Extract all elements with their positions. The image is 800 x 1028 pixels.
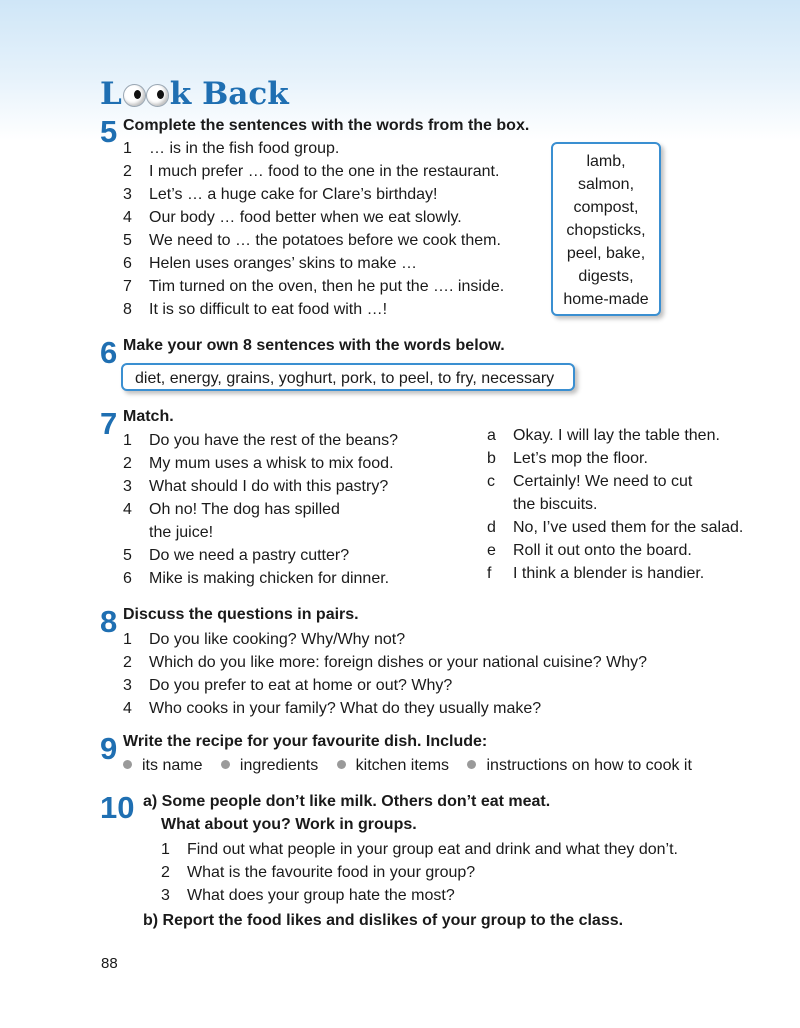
word-box-item: home-made <box>563 291 649 308</box>
exercise-number: 9 <box>100 731 118 766</box>
word-box-item: chopsticks, <box>566 222 646 239</box>
list-item: 2 I much prefer … food to the one in the restaurant. <box>123 163 500 180</box>
exercise-instruction: Discuss the questions in pairs. <box>123 606 359 623</box>
exercise-instruction: Complete the sentences with the words from the box. <box>123 117 530 134</box>
list-item-continuation: the biscuits. <box>513 496 598 513</box>
list-item: d No, I’ve used them for the salad. <box>487 519 744 536</box>
list-item: 2 What is the favourite food in your group? <box>161 864 476 881</box>
list-item: 1 Do you have the rest of the beans? <box>123 432 399 449</box>
exercise-number: 7 <box>100 406 118 441</box>
bullet-item: kitchen items <box>337 756 449 776</box>
title-suffix: k Back <box>169 76 289 112</box>
word-box-item: lamb, <box>586 153 626 170</box>
list-item: 1 Find out what people in your group eat and drink and what they don’t. <box>161 841 678 858</box>
list-item: 6 Helen uses oranges’ skins to make … <box>123 255 417 272</box>
title-prefix: L <box>100 76 122 112</box>
list-item: 1 Do you like cooking? Why/Why not? <box>123 631 406 648</box>
bullet-icon <box>221 760 230 769</box>
list-item: 7 Tim turned on the oven, then he put the …. inside. <box>123 278 505 295</box>
list-item-continuation: the juice! <box>149 524 214 541</box>
word-box: diet, energy, grains, yoghurt, pork, to peel, to fry, necessary <box>121 363 575 391</box>
eyes-icon <box>123 84 169 107</box>
page-number: 88 <box>101 955 118 972</box>
page-title <box>100 70 289 110</box>
list-item: e Roll it out onto the board. <box>487 542 692 559</box>
exercise-number: 6 <box>100 335 118 370</box>
list-item: 4 Oh no! The dog has spilled <box>123 501 340 518</box>
exercise-instruction: b) Report the food likes and dislikes of your group to the class. <box>143 912 624 929</box>
exercise-number: 10 <box>100 790 135 825</box>
list-item: f I think a blender is handier. <box>487 565 705 582</box>
list-item: 6 Mike is making chicken for dinner. <box>123 570 390 587</box>
bullet-item: instructions on how to cook it <box>467 756 691 776</box>
list-item: 4 Our body … food better when we eat slowly. <box>123 209 462 226</box>
list-item: 1 … is in the fish food group. <box>123 140 340 157</box>
list-item: 2 Which do you like more: foreign dishes or your national cuisine? Why? <box>123 654 648 671</box>
bullet-item: ingredients <box>221 756 318 776</box>
list-item: 5 We need to … the potatoes before we cook them. <box>123 232 501 249</box>
list-item: 3 What should I do with this pastry? <box>123 478 389 495</box>
exercise-number: 8 <box>100 604 118 639</box>
word-box <box>551 142 661 316</box>
exercise-instruction: Match. <box>123 408 174 425</box>
bullet-item: its name <box>123 756 202 776</box>
list-item: 8 It is so difficult to eat food with …! <box>123 301 388 318</box>
exercise-number: 5 <box>100 114 118 149</box>
list-item: 3 What does your group hate the most? <box>161 887 455 904</box>
exercise-instruction: Make your own 8 sentences with the words below. <box>123 337 505 354</box>
list-item: 5 Do we need a pastry cutter? <box>123 547 350 564</box>
word-box-item: peel, bake, <box>566 245 646 262</box>
list-item: a Okay. I will lay the table then. <box>487 427 720 444</box>
word-box-item: salmon, <box>577 176 635 193</box>
list-item: 4 Who cooks in your family? What do they usually make? <box>123 700 542 717</box>
exercise-instruction-cont: What about you? Work in groups. <box>161 816 417 833</box>
bullet-icon <box>467 760 476 769</box>
bullet-icon <box>123 760 132 769</box>
list-item: 3 Let’s … a huge cake for Clare’s birthday! <box>123 186 438 203</box>
bullet-icon <box>337 760 346 769</box>
word-box-item: compost, <box>573 199 639 216</box>
list-item: 3 Do you prefer to eat at home or out? Why? <box>123 677 453 694</box>
list-item: c Certainly! We need to cut <box>487 473 693 490</box>
bullet-list <box>123 756 706 776</box>
list-item: 2 My mum uses a whisk to mix food. <box>123 455 394 472</box>
exercise-instruction: a) Some people don’t like milk. Others don’t eat meat. <box>143 793 551 810</box>
exercise-instruction: Write the recipe for your favourite dish. Include: <box>123 733 488 750</box>
list-item: b Let’s mop the floor. <box>487 450 648 467</box>
word-box-item: digests, <box>578 268 634 285</box>
